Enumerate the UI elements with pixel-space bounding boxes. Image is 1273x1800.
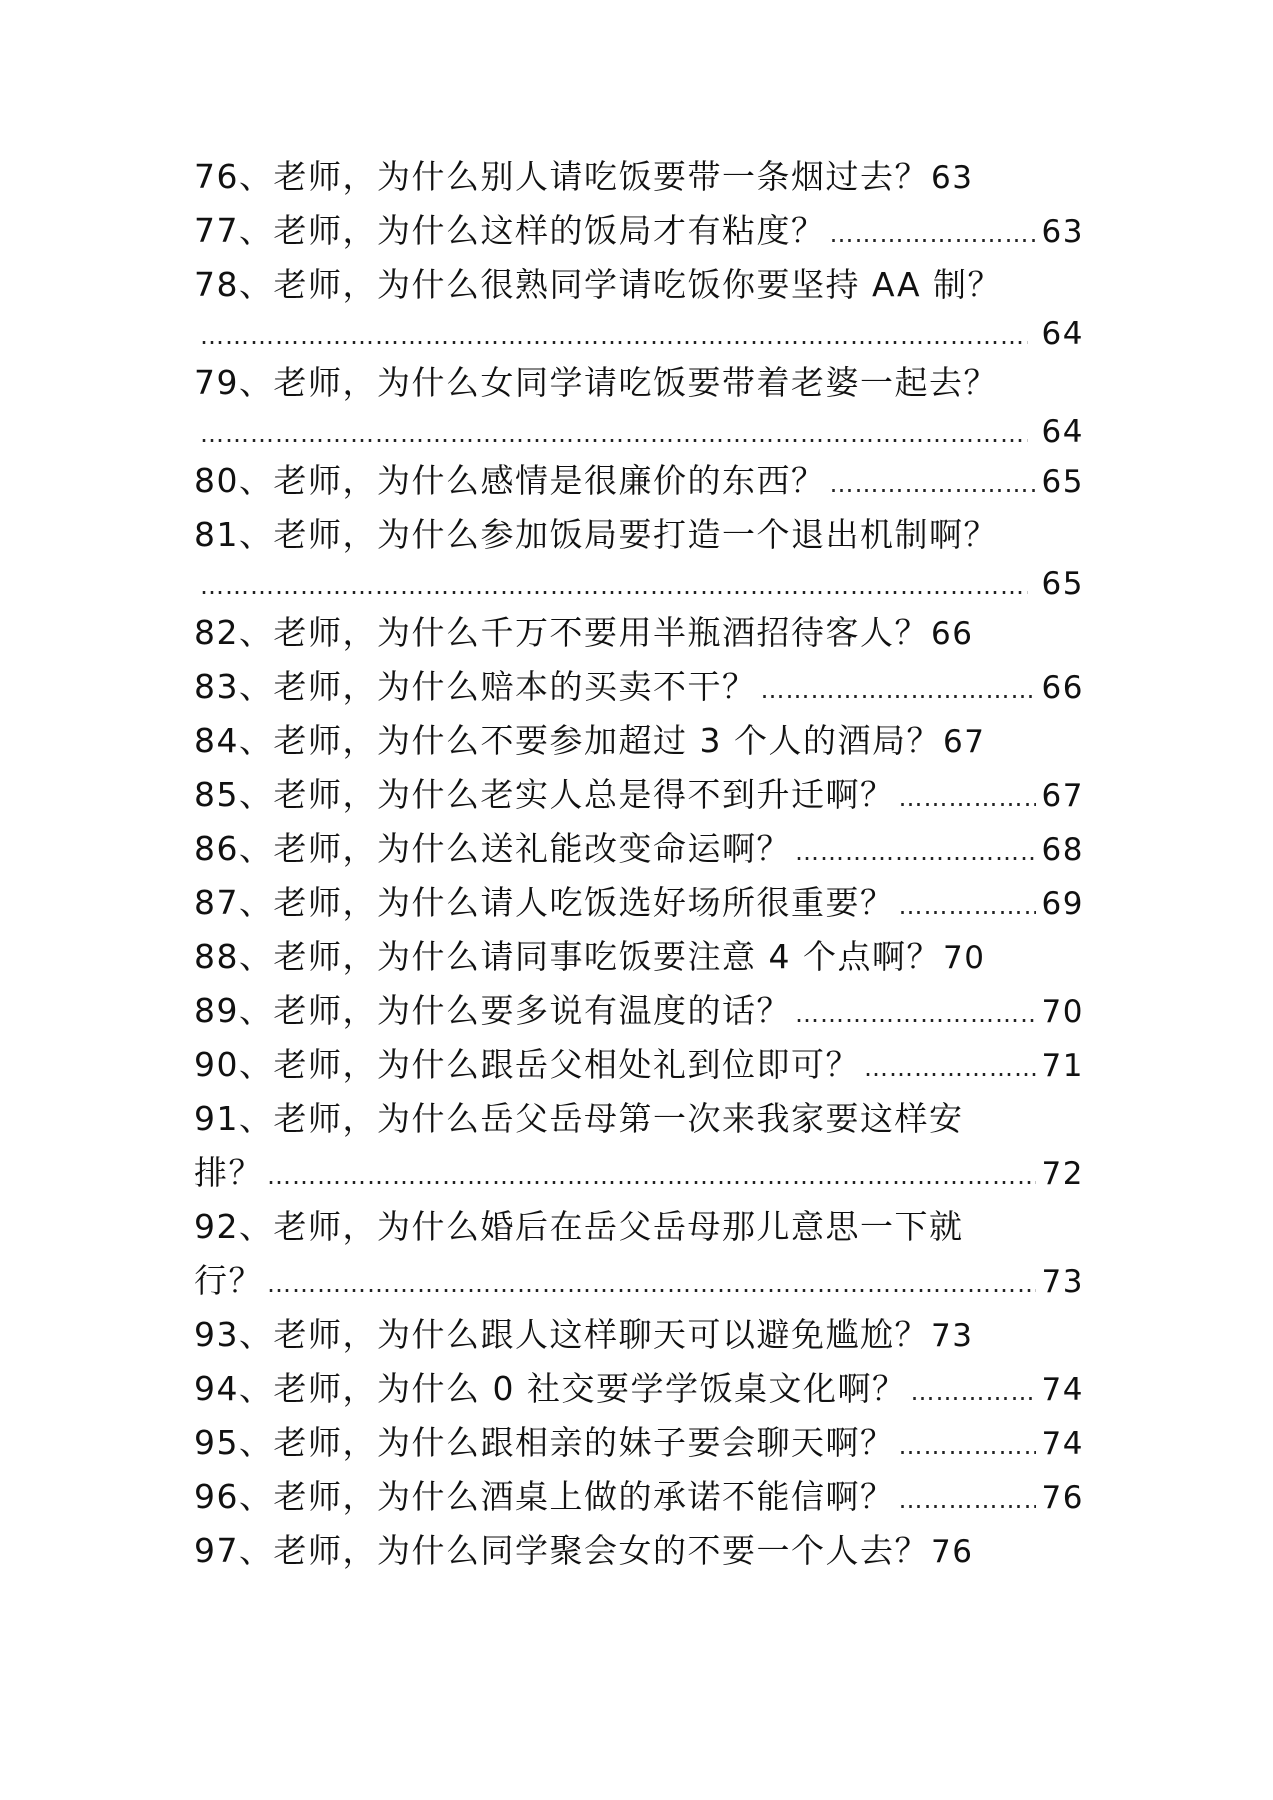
dot-leader [761, 663, 1036, 717]
toc-page-number: 70 [1041, 994, 1084, 1030]
toc-title: 91、老师，为什么岳父岳母第一次来我家要这样安 [194, 1099, 964, 1138]
toc-page-number: 67 [942, 724, 986, 760]
dot-leader [899, 771, 1036, 825]
toc-line [194, 606, 1084, 660]
toc-line [194, 1092, 1084, 1146]
toc-page-number: 64 [1041, 316, 1084, 352]
toc-line [194, 768, 1084, 822]
dot-leader [899, 1473, 1036, 1527]
toc-title: 90、老师，为什么跟岳父相处礼到位即可？ [194, 1045, 860, 1084]
toc-entry[interactable] [194, 150, 1084, 204]
toc-line [194, 1362, 1084, 1416]
toc-entry[interactable] [194, 1362, 1084, 1416]
toc-title: 88、老师，为什么请同事吃饭要注意 4 个点啊？ [194, 937, 941, 976]
toc-title-continued: 排？ [194, 1153, 263, 1192]
toc-title: 79、老师，为什么女同学请吃饭要带着老婆一起去？ [194, 363, 998, 402]
dot-leader [267, 1257, 1036, 1311]
dot-leader [795, 987, 1036, 1041]
dot-leader [910, 1365, 1035, 1419]
toc-entry[interactable] [194, 508, 1084, 606]
toc-page-number: 76 [931, 1534, 974, 1570]
toc-title: 85、老师，为什么老实人总是得不到升迁啊？ [194, 775, 895, 814]
toc-line [194, 454, 1084, 508]
dot-leader [899, 1419, 1036, 1473]
dot-leader [899, 879, 1036, 933]
toc-page-number: 63 [931, 160, 974, 196]
toc-line-continued [194, 1254, 1084, 1308]
toc-title: 93、老师，为什么跟人这样聊天可以避免尴尬？ [194, 1315, 929, 1354]
toc-title: 77、老师，为什么这样的饭局才有粘度？ [194, 211, 826, 250]
toc-entry[interactable] [194, 660, 1084, 714]
toc-title: 94、老师，为什么 0 社交要学学饭桌文化啊？ [194, 1369, 907, 1408]
toc-page-number: 65 [1041, 464, 1084, 500]
toc-entry[interactable] [194, 1524, 1084, 1578]
toc-entry[interactable] [194, 258, 1084, 356]
toc-title: 89、老师，为什么要多说有温度的话？ [194, 991, 791, 1030]
dot-leader [267, 1149, 1036, 1203]
toc-entry[interactable] [194, 876, 1084, 930]
toc-title: 86、老师，为什么送礼能改变命运啊？ [194, 829, 791, 868]
toc-line [194, 876, 1084, 930]
toc-title: 76、老师，为什么别人请吃饭要带一条烟过去？ [194, 157, 929, 196]
toc-line [194, 660, 1084, 714]
toc-title: 78、老师，为什么很熟同学请吃饭你要坚持 AA 制？ [194, 265, 1003, 304]
toc-title: 81、老师，为什么参加饭局要打造一个退出机制啊？ [194, 515, 998, 554]
toc-entry[interactable] [194, 1308, 1084, 1362]
toc-page-number: 70 [942, 940, 986, 976]
toc-entry[interactable] [194, 1470, 1084, 1524]
toc-page-number: 71 [1041, 1048, 1084, 1084]
toc-line-continued [194, 562, 1084, 606]
toc-page-number: 65 [1041, 566, 1084, 602]
toc-page-number: 72 [1041, 1156, 1084, 1192]
toc-page-number: 66 [931, 616, 974, 652]
toc-entry[interactable] [194, 768, 1084, 822]
toc-line [194, 1038, 1084, 1092]
toc-page-number: 74 [1041, 1426, 1084, 1462]
toc-entry[interactable] [194, 1092, 1084, 1200]
toc-page-number: 64 [1041, 414, 1084, 450]
dot-leader [830, 457, 1036, 511]
toc-page-number: 63 [1041, 214, 1084, 250]
toc-entry[interactable] [194, 930, 1084, 984]
toc-line [194, 822, 1084, 876]
toc-line-continued [194, 410, 1084, 454]
dot-leader [200, 564, 1028, 608]
toc-line [194, 930, 1084, 984]
toc-title: 84、老师，为什么不要参加超过 3 个人的酒局？ [194, 721, 941, 760]
toc-title: 96、老师，为什么酒桌上做的承诺不能信啊？ [194, 1477, 895, 1516]
toc-line [194, 1524, 1084, 1578]
toc-line [194, 1416, 1084, 1470]
toc-entry[interactable] [194, 356, 1084, 454]
toc-entry[interactable] [194, 204, 1084, 258]
toc-page-number: 66 [1041, 670, 1084, 706]
toc-entry[interactable] [194, 714, 1084, 768]
dot-leader [200, 412, 1028, 456]
dot-leader [864, 1041, 1036, 1095]
toc-line [194, 150, 1084, 204]
dot-leader [200, 314, 1028, 358]
toc-page-number: 73 [1041, 1264, 1084, 1300]
dot-leader [795, 825, 1036, 879]
toc-page-number: 74 [1041, 1372, 1084, 1408]
toc-entry[interactable] [194, 1038, 1084, 1092]
toc-line [194, 258, 1084, 312]
toc-line [194, 1308, 1084, 1362]
toc-entry[interactable] [194, 1200, 1084, 1308]
toc-entry[interactable] [194, 1416, 1084, 1470]
toc-line [194, 356, 1084, 410]
toc-title: 95、老师，为什么跟相亲的妹子要会聊天啊？ [194, 1423, 895, 1462]
toc-line [194, 1200, 1084, 1254]
toc-page-number: 73 [931, 1318, 974, 1354]
toc-title: 83、老师，为什么赔本的买卖不干？ [194, 667, 757, 706]
toc-line [194, 1470, 1084, 1524]
toc-entry[interactable] [194, 606, 1084, 660]
toc-title: 82、老师，为什么千万不要用半瓶酒招待客人？ [194, 613, 929, 652]
toc-line [194, 714, 1084, 768]
toc-entry[interactable] [194, 822, 1084, 876]
toc-title-continued: 行？ [194, 1261, 263, 1300]
toc-entry[interactable] [194, 984, 1084, 1038]
toc-line-continued [194, 312, 1084, 356]
toc-title: 92、老师，为什么婚后在岳父岳母那儿意思一下就 [194, 1207, 964, 1246]
toc-title: 80、老师，为什么感情是很廉价的东西？ [194, 461, 826, 500]
toc-line [194, 204, 1084, 258]
toc-title: 97、老师，为什么同学聚会女的不要一个人去？ [194, 1531, 929, 1570]
toc-line [194, 508, 1084, 562]
toc-page-number: 76 [1041, 1480, 1084, 1516]
table-of-contents [194, 150, 1084, 1578]
dot-leader [830, 207, 1036, 261]
toc-title: 87、老师，为什么请人吃饭选好场所很重要？ [194, 883, 895, 922]
toc-page-number: 69 [1041, 886, 1084, 922]
toc-page-number: 67 [1041, 778, 1084, 814]
toc-line [194, 984, 1084, 1038]
toc-line-continued [194, 1146, 1084, 1200]
toc-entry[interactable] [194, 454, 1084, 508]
toc-page-number: 68 [1041, 832, 1084, 868]
